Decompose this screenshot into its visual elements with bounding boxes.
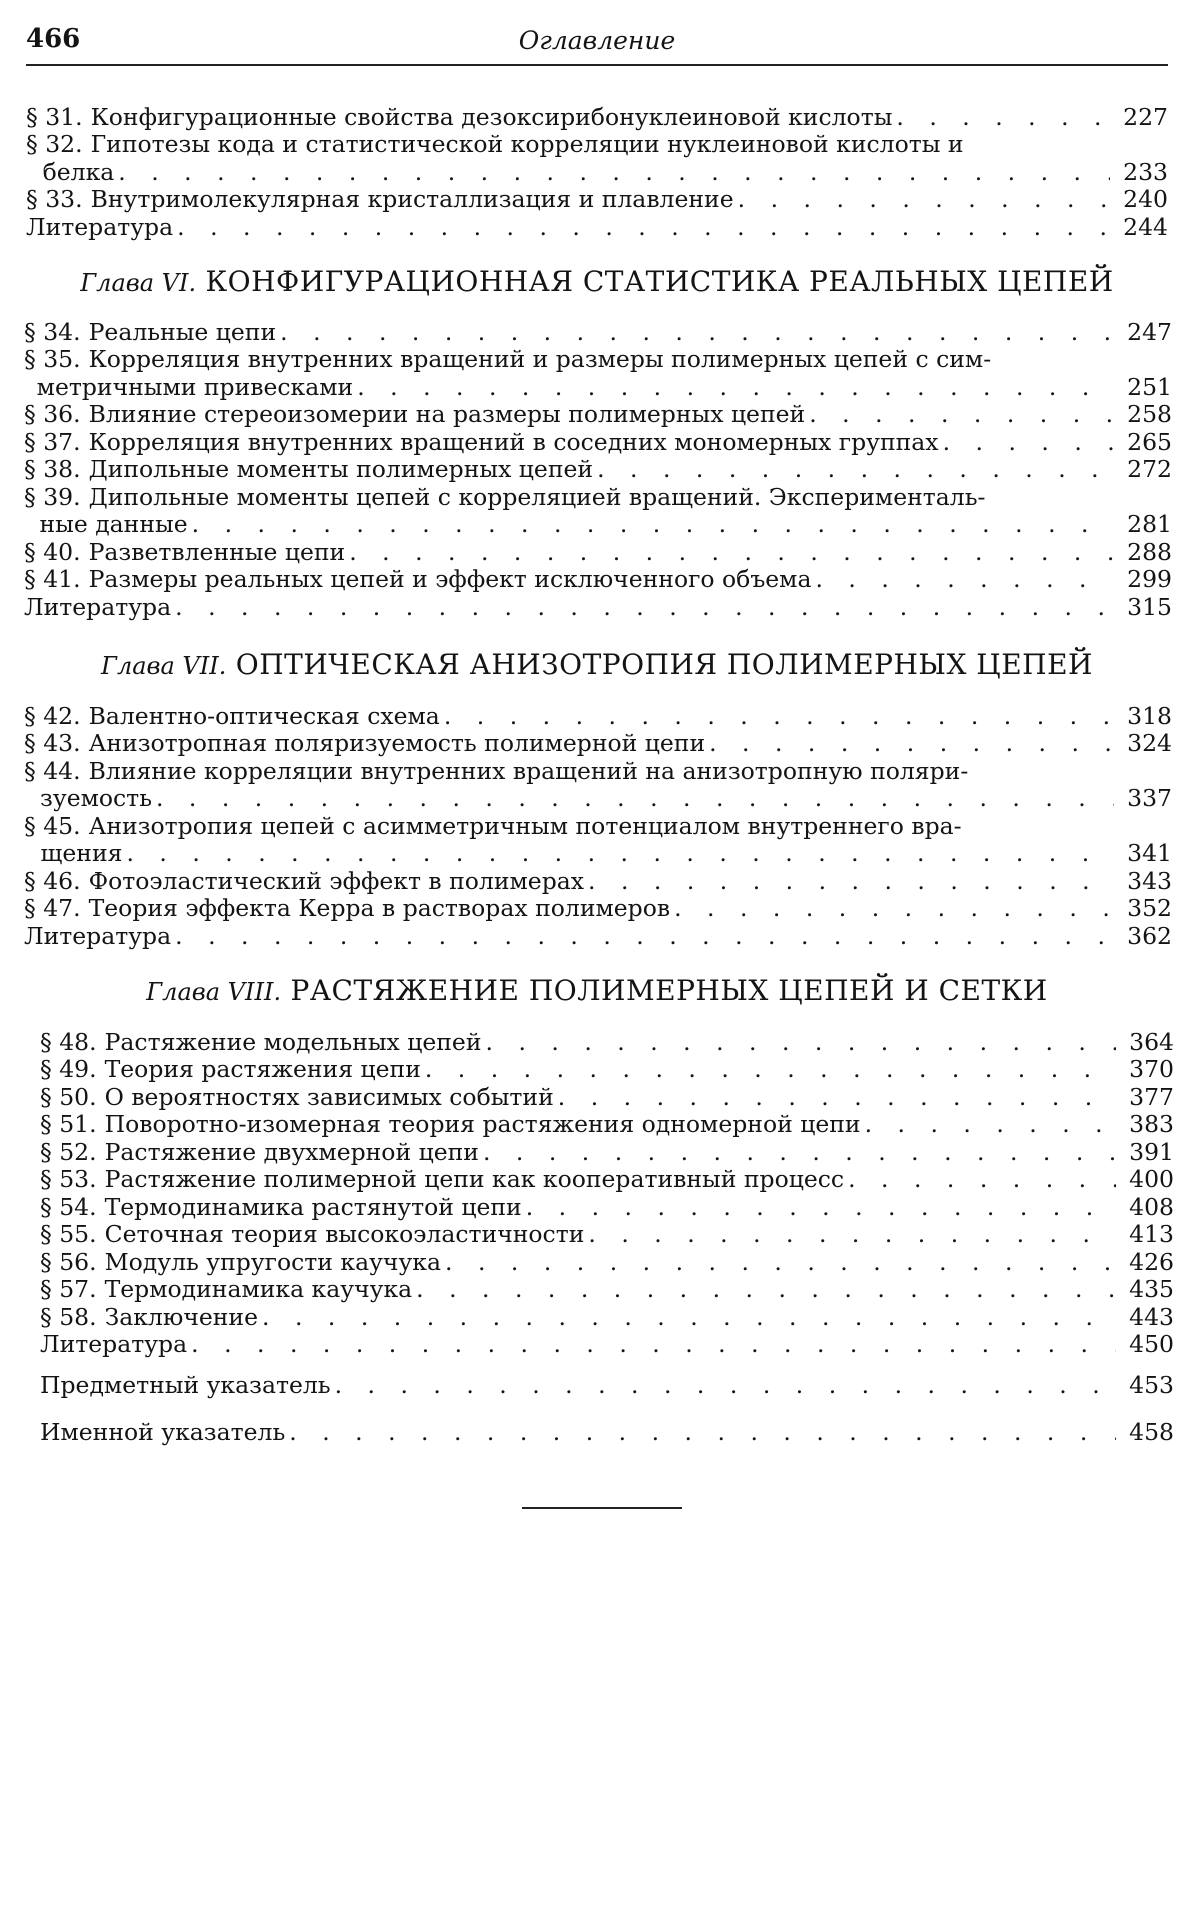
toc-entry xyxy=(40,1248,1174,1276)
section-title: Валентно-оптическая схема xyxy=(88,702,440,730)
toc-entry-lead xyxy=(40,1166,1116,1193)
toc-entry xyxy=(24,730,1172,758)
toc-entry-lead xyxy=(24,703,1114,730)
page-reference: 364 xyxy=(1129,1027,1174,1056)
leader-dots xyxy=(526,1194,1116,1221)
section-number: § 41. xyxy=(24,566,81,593)
section-number: § 56. xyxy=(40,1248,97,1276)
section-title: Литература xyxy=(24,593,172,621)
section-number: § 42. xyxy=(24,702,81,730)
toc-entry xyxy=(40,1193,1174,1221)
toc-entry xyxy=(40,1303,1174,1331)
chapter-heading xyxy=(26,265,1168,298)
page-reference: 400 xyxy=(1129,1165,1174,1193)
leader-dots xyxy=(558,1084,1116,1111)
chapter-title: РАСТЯЖЕНИЕ ПОЛИМЕРНЫХ ЦЕПЕЙ И СЕТКИ xyxy=(290,974,1048,1007)
section-title: Влияние стереоизомерии на размеры полимерных цепей xyxy=(88,401,806,428)
chapter-title: КОНФИГУРАЦИОННАЯ СТАТИСТИКА РЕАЛЬНЫХ ЦЕПЕЙ xyxy=(205,265,1114,298)
toc-entry xyxy=(26,186,1168,214)
toc-entry-lead xyxy=(26,159,1110,186)
section-number: § 44. xyxy=(24,757,81,785)
toc-entry xyxy=(24,702,1172,730)
toc-entry-lead xyxy=(24,456,1114,483)
page-reference: 453 xyxy=(1129,1370,1174,1399)
section-title: Заключение xyxy=(104,1303,258,1331)
section-title: Влияние корреляции внутренних вращений на анизотропную поляри- xyxy=(88,757,969,785)
leader-dots xyxy=(896,104,1110,131)
section-title-continuation: зуемость xyxy=(40,785,152,812)
toc-entry xyxy=(24,483,1172,511)
page-reference: 318 xyxy=(1127,701,1172,730)
toc-entry-lead xyxy=(24,840,1114,867)
running-title: Оглавление xyxy=(518,26,676,55)
section-number: § 38. xyxy=(24,456,81,483)
section-title: Гипотезы кода и статистической корреляции нуклеиновой кислоты и xyxy=(90,131,964,158)
toc-literature xyxy=(24,922,1172,950)
section-title: О вероятностях зависимых событий xyxy=(104,1083,554,1111)
toc-entry-lead xyxy=(24,813,1114,840)
chapter-label: Глава VII. xyxy=(101,652,227,680)
toc-entry xyxy=(40,1028,1174,1056)
leader-dots xyxy=(192,511,1114,538)
section-title: Литература xyxy=(24,922,172,950)
section-number: § 50. xyxy=(40,1083,97,1111)
section-title: Разветвленные цепи xyxy=(88,538,346,566)
page-reference: 377 xyxy=(1129,1082,1174,1111)
leader-dots xyxy=(156,785,1114,812)
section-number: § 57. xyxy=(40,1276,97,1303)
toc-literature xyxy=(40,1371,1174,1399)
toc-entry xyxy=(24,867,1172,895)
toc-chapter-7 xyxy=(24,702,1172,950)
toc-entry-lead xyxy=(24,319,1114,346)
section-title: Именной указатель xyxy=(40,1419,286,1446)
section-number: § 36. xyxy=(24,401,81,428)
page-reference: 341 xyxy=(1127,839,1172,867)
toc-entry-lead xyxy=(40,1249,1116,1276)
toc-entry xyxy=(24,428,1172,456)
section-number: § 33. xyxy=(26,186,83,213)
toc-entry-lead xyxy=(26,131,1110,158)
section-number: § 35. xyxy=(24,346,81,373)
section-number: § 34. xyxy=(24,318,81,346)
page-reference: 362 xyxy=(1127,921,1172,950)
section-number: § 47. xyxy=(24,895,81,922)
section-title-continuation: ные данные xyxy=(39,511,188,538)
section-title: Растяжение полимерной цепи как кооперативный процесс xyxy=(104,1166,845,1193)
leader-dots xyxy=(425,1056,1116,1083)
page-reference: 281 xyxy=(1127,510,1172,538)
toc-entry-lead xyxy=(40,1056,1116,1083)
toc-literature xyxy=(40,1331,1174,1359)
section-number: § 37. xyxy=(24,428,81,456)
toc-entry-lead xyxy=(24,758,1114,785)
page-reference: 233 xyxy=(1123,157,1168,186)
page-reference: 272 xyxy=(1127,455,1172,483)
toc-entry-continuation xyxy=(26,158,1168,186)
section-number: § 39. xyxy=(24,483,81,511)
page-reference: 343 xyxy=(1127,866,1172,895)
toc-entry xyxy=(40,1111,1174,1139)
leader-dots xyxy=(175,594,1114,621)
toc-entry xyxy=(24,456,1172,484)
leader-dots xyxy=(289,1419,1116,1446)
section-title: Дипольные моменты цепей с корреляцией вращений. Эксперименталь- xyxy=(88,483,986,511)
toc-entry-lead xyxy=(40,1372,1116,1399)
leader-dots xyxy=(486,1029,1116,1056)
toc-entry-lead xyxy=(40,1029,1116,1056)
toc-entry-lead xyxy=(24,346,1114,373)
leader-dots xyxy=(191,1331,1116,1358)
page-reference: 352 xyxy=(1127,894,1172,922)
toc-literature xyxy=(24,593,1172,621)
page-reference: 227 xyxy=(1123,102,1168,131)
section-title: Литература xyxy=(26,213,174,241)
toc-entry xyxy=(26,131,1168,159)
page-header xyxy=(26,24,1168,60)
toc-entry xyxy=(24,757,1172,785)
page-reference: 299 xyxy=(1127,565,1172,593)
section-title: Реальные цепи xyxy=(88,318,277,346)
page-reference: 247 xyxy=(1127,317,1172,346)
toc-entry xyxy=(40,1166,1174,1194)
section-title: Дипольные моменты полимерных цепей xyxy=(88,456,594,483)
toc-entry-lead xyxy=(40,1084,1116,1111)
section-number: § 40. xyxy=(24,538,81,566)
page-reference: 240 xyxy=(1123,185,1168,213)
section-title: Поворотно-изомерная теория растяжения одномерной цепи xyxy=(104,1111,861,1138)
section-title: Размеры реальных цепей и эффект исключенного объема xyxy=(88,566,812,593)
leader-dots xyxy=(674,895,1114,922)
toc-entry xyxy=(24,812,1172,840)
toc-entry xyxy=(24,346,1172,374)
leader-dots xyxy=(175,923,1114,950)
leader-dots xyxy=(118,159,1110,186)
toc-entry-lead xyxy=(24,868,1114,895)
chapter-label: Глава VI. xyxy=(80,269,197,297)
section-title: Термодинамика растянутой цепи xyxy=(104,1193,522,1221)
leader-dots xyxy=(177,214,1110,241)
toc-literature xyxy=(40,1419,1174,1447)
toc-entry xyxy=(24,318,1172,346)
toc-entry-lead xyxy=(24,484,1114,511)
leader-dots xyxy=(588,868,1114,895)
toc-entry-lead xyxy=(24,429,1114,456)
toc-entry xyxy=(40,1138,1174,1166)
toc-entry xyxy=(40,1083,1174,1111)
section-title: Фотоэластический эффект в полимерах xyxy=(88,867,585,895)
leader-dots xyxy=(349,539,1114,566)
page-reference: 370 xyxy=(1129,1055,1174,1083)
toc-entry xyxy=(40,1276,1174,1304)
section-number: § 32. xyxy=(26,131,83,158)
toc-entry-lead xyxy=(24,374,1114,401)
toc-entry-lead xyxy=(24,895,1114,922)
toc-entry-lead xyxy=(40,1304,1116,1331)
toc-entry xyxy=(24,566,1172,594)
toc-entry-lead xyxy=(40,1111,1116,1138)
section-number: § 53. xyxy=(40,1166,97,1193)
toc-entry-lead xyxy=(24,730,1114,757)
toc-entry-lead xyxy=(26,214,1110,241)
section-title: Конфигурационные свойства дезоксирибонуклеиновой кислоты xyxy=(90,103,893,131)
leader-dots xyxy=(597,456,1114,483)
leader-dots xyxy=(738,186,1110,213)
page-reference: 288 xyxy=(1127,537,1172,566)
toc-entry xyxy=(24,895,1172,923)
page-reference: 413 xyxy=(1129,1220,1174,1248)
section-number: § 48. xyxy=(40,1028,97,1056)
toc-entry-lead xyxy=(24,401,1114,428)
toc-entry-lead xyxy=(40,1194,1116,1221)
toc-entry-lead xyxy=(24,539,1114,566)
section-title: Предметный указатель xyxy=(40,1371,331,1399)
leader-dots xyxy=(280,319,1114,346)
toc-entry-lead xyxy=(40,1221,1116,1248)
page-reference: 391 xyxy=(1129,1137,1174,1166)
leader-dots xyxy=(815,566,1114,593)
section-number: § 54. xyxy=(40,1193,97,1221)
toc-entry-lead xyxy=(26,104,1110,131)
section-title: Теория эффекта Керра в растворах полимеров xyxy=(88,895,671,922)
page-reference: 458 xyxy=(1129,1418,1174,1446)
section-title: Термодинамика каучука xyxy=(104,1276,413,1303)
page-reference: 408 xyxy=(1129,1192,1174,1221)
page-reference: 251 xyxy=(1127,372,1172,401)
page-reference: 435 xyxy=(1129,1275,1174,1303)
leader-dots xyxy=(709,730,1114,757)
toc-entry-continuation xyxy=(24,840,1172,868)
end-rule xyxy=(522,1507,682,1509)
toc-entry-lead xyxy=(40,1139,1116,1166)
section-number: § 43. xyxy=(24,730,81,757)
section-title: Растяжение модельных цепей xyxy=(104,1028,482,1056)
section-number: § 55. xyxy=(40,1221,97,1248)
section-title: Теория растяжения цепи xyxy=(104,1056,421,1083)
page-reference: 337 xyxy=(1127,784,1172,812)
section-title-continuation: щения xyxy=(40,840,123,867)
leader-dots xyxy=(943,429,1114,456)
chapter-heading xyxy=(26,974,1168,1007)
toc-entry-lead xyxy=(24,594,1114,621)
toc-entry-lead xyxy=(24,511,1114,538)
leader-dots xyxy=(357,374,1114,401)
section-number: § 46. xyxy=(24,867,81,895)
section-title-continuation: метричными привесками xyxy=(36,373,354,401)
page-reference: 383 xyxy=(1129,1110,1174,1138)
toc-entry-lead xyxy=(26,186,1110,213)
toc-section-continued xyxy=(26,103,1168,241)
section-title: Анизотропия цепей с асимметричным потенциалом внутреннего вра- xyxy=(88,812,962,840)
toc-entry xyxy=(24,401,1172,429)
toc-entry-lead xyxy=(24,785,1114,812)
toc-indexes xyxy=(40,1371,1174,1446)
page-reference: 324 xyxy=(1127,729,1172,757)
section-number: § 51. xyxy=(40,1111,97,1138)
leader-dots xyxy=(848,1166,1116,1193)
section-title: Растяжение двухмерной цепи xyxy=(104,1138,479,1166)
toc-entry-continuation xyxy=(24,511,1172,539)
leader-dots xyxy=(335,1372,1116,1399)
toc-entry-continuation xyxy=(24,373,1172,401)
header-rule xyxy=(26,64,1168,66)
leader-dots xyxy=(262,1304,1116,1331)
section-number: § 52. xyxy=(40,1138,97,1166)
section-title: Корреляция внутренних вращений и размеры полимерных цепей с сим- xyxy=(88,346,992,373)
section-number: § 45. xyxy=(24,812,81,840)
toc-entry-lead xyxy=(40,1276,1116,1303)
toc-entry-lead xyxy=(24,566,1114,593)
leader-dots xyxy=(588,1221,1116,1248)
page-reference: 265 xyxy=(1127,427,1172,456)
section-number: § 31. xyxy=(26,103,83,131)
page-reference: 258 xyxy=(1127,400,1172,428)
page-reference: 426 xyxy=(1129,1247,1174,1276)
toc-entry-lead xyxy=(40,1331,1116,1358)
page-number: 466 xyxy=(26,24,81,54)
section-title: Анизотропная поляризуемость полимерной цепи xyxy=(88,730,706,757)
chapter-label: Глава VIII. xyxy=(146,978,282,1006)
section-title: Литература xyxy=(40,1331,188,1358)
section-number: § 58. xyxy=(40,1303,97,1331)
toc-entry-lead xyxy=(24,923,1114,950)
leader-dots xyxy=(416,1276,1116,1303)
section-title-continuation: белка xyxy=(42,158,115,186)
toc-entry-continuation xyxy=(24,785,1172,813)
leader-dots xyxy=(126,840,1114,867)
leader-dots xyxy=(865,1111,1116,1138)
toc-chapter-6 xyxy=(24,318,1172,621)
toc-chapter-8 xyxy=(40,1028,1174,1358)
section-title: Внутримолекулярная кристаллизация и плавление xyxy=(90,186,734,213)
page-reference: 315 xyxy=(1127,592,1172,621)
page-reference: 450 xyxy=(1129,1330,1174,1358)
leader-dots xyxy=(444,703,1114,730)
toc-entry xyxy=(40,1056,1174,1084)
leader-dots xyxy=(809,401,1114,428)
toc-literature xyxy=(26,213,1168,241)
toc-entry xyxy=(40,1221,1174,1249)
page-reference: 244 xyxy=(1123,212,1168,241)
section-number: § 49. xyxy=(40,1056,97,1083)
toc-entry-lead xyxy=(40,1419,1116,1446)
section-title: Сеточная теория высокоэластичности xyxy=(104,1221,585,1248)
toc-entry xyxy=(24,538,1172,566)
chapter-heading xyxy=(26,648,1168,681)
chapter-title: ОПТИЧЕСКАЯ АНИЗОТРОПИЯ ПОЛИМЕРНЫХ ЦЕПЕЙ xyxy=(235,648,1093,681)
leader-dots xyxy=(483,1139,1116,1166)
section-title: Корреляция внутренних вращений в соседних мономерных группах xyxy=(88,428,939,456)
section-title: Модуль упругости каучука xyxy=(104,1248,441,1276)
toc-entry xyxy=(26,103,1168,131)
page-reference: 443 xyxy=(1129,1302,1174,1331)
leader-dots xyxy=(445,1249,1116,1276)
